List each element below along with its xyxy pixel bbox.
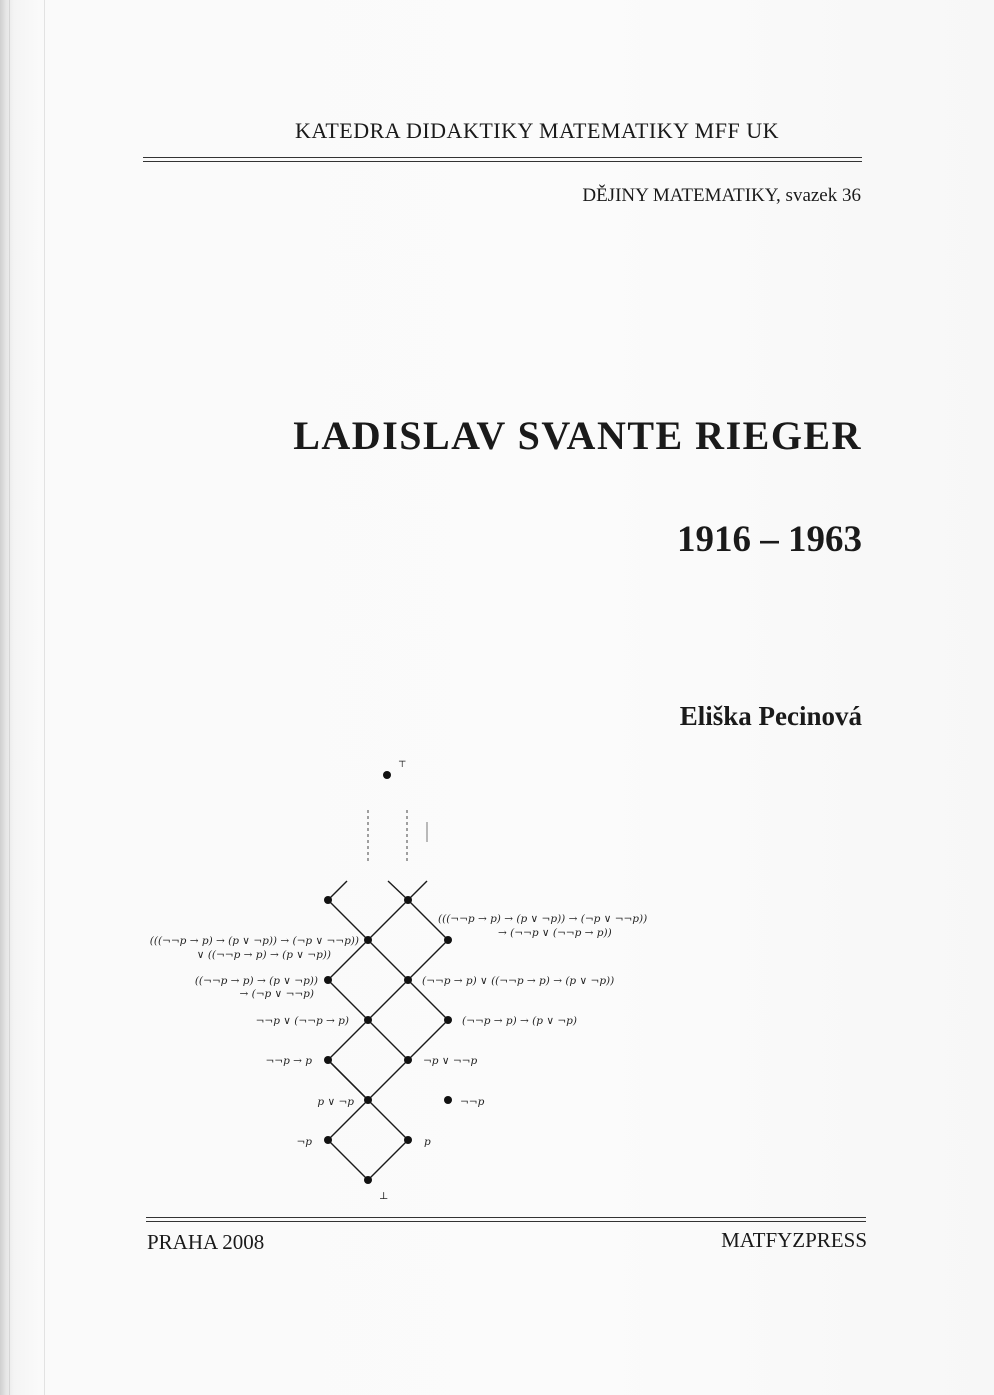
lattice-node xyxy=(404,1056,412,1064)
department-heading: KATEDRA DIDAKTIKY MATEMATIKY MFF UK xyxy=(295,118,779,143)
node-label: p xyxy=(424,1136,431,1148)
lattice-node xyxy=(444,1016,452,1024)
node-label: (((¬¬p → p) → (p ∨ ¬p)) → (¬p ∨ ¬¬p)) xyxy=(149,935,359,947)
bottom-symbol: ⊥ xyxy=(379,1191,389,1202)
series-line: DĚJINY MATEMATIKY, svazek 36 xyxy=(582,185,861,206)
node-label: p ∨ ¬p xyxy=(317,1096,354,1108)
publisher-name: MATFYZPRESS xyxy=(721,1228,867,1252)
node-label: ¬¬p ∨ (¬¬p → p) xyxy=(255,1015,349,1027)
lattice-node xyxy=(324,896,332,904)
author-name: Eliška Pecinová xyxy=(679,701,862,731)
lattice-node-bottom xyxy=(364,1176,372,1184)
place-and-year: PRAHA 2008 xyxy=(147,1230,265,1254)
spine-crease xyxy=(9,0,10,1395)
lattice-node xyxy=(324,976,332,984)
bottom-double-rule xyxy=(146,1217,866,1222)
top-symbol: ⊤ xyxy=(398,760,407,770)
lattice-node xyxy=(324,1136,332,1144)
node-label: (¬¬p → p) → (p ∨ ¬p) xyxy=(462,1015,577,1027)
lattice-node xyxy=(324,1056,332,1064)
node-label: → (¬¬p ∨ (¬¬p → p)) xyxy=(498,927,612,939)
lattice-node xyxy=(364,1016,372,1024)
node-label: ¬¬p → p xyxy=(265,1055,312,1067)
node-label: → (¬p ∨ ¬¬p) xyxy=(239,988,314,1000)
lattice-node xyxy=(444,936,452,944)
book-title: LADISLAV SVANTE RIEGER xyxy=(293,413,862,458)
lattice-node xyxy=(404,1136,412,1144)
node-label: ¬p xyxy=(296,1136,312,1148)
top-double-rule xyxy=(143,157,862,162)
spine-crease xyxy=(44,0,45,1395)
node-label: ((¬¬p → p) → (p ∨ ¬p)) xyxy=(194,975,318,987)
lattice-node xyxy=(444,1096,452,1104)
lattice-node xyxy=(364,1096,372,1104)
lattice-node-top xyxy=(383,771,391,779)
node-label: ¬¬p xyxy=(460,1096,485,1108)
life-years: 1916 – 1963 xyxy=(677,519,862,560)
node-label: (¬¬p → p) ∨ ((¬¬p → p) → (p ∨ ¬p)) xyxy=(422,975,615,987)
lattice-node xyxy=(364,936,372,944)
lattice-node xyxy=(404,976,412,984)
lattice-node xyxy=(404,896,412,904)
node-label: (((¬¬p → p) → (p ∨ ¬p)) → (¬p ∨ ¬¬p)) xyxy=(438,913,648,925)
rieger-nishimura-lattice-diagram xyxy=(120,750,680,1210)
node-label: ∨ ((¬¬p → p) → (p ∨ ¬p)) xyxy=(196,949,331,961)
node-label: ¬p ∨ ¬¬p xyxy=(423,1055,478,1067)
